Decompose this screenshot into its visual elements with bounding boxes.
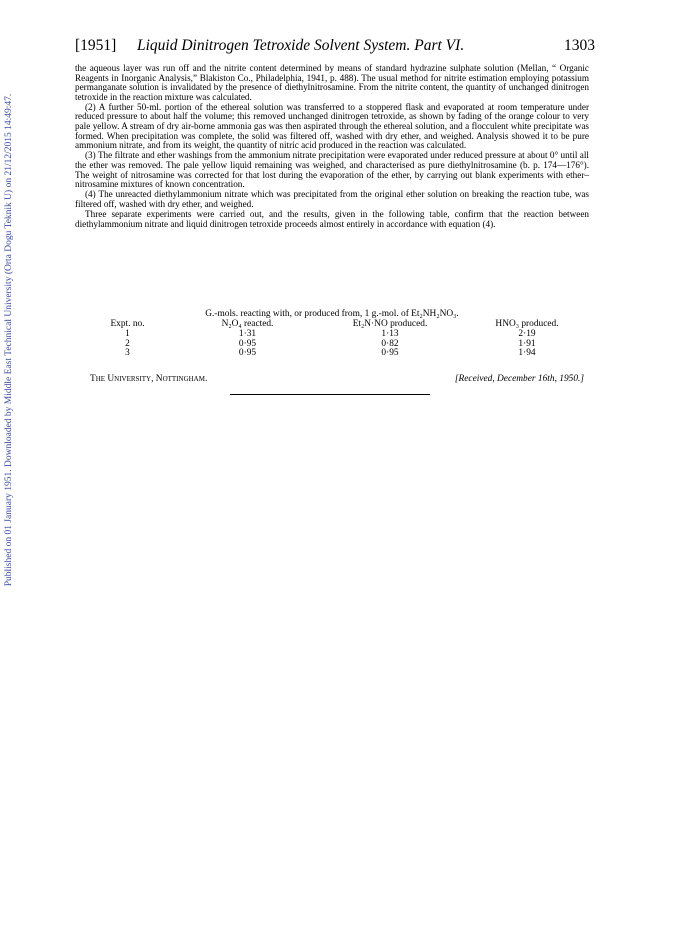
table-cell: 3 xyxy=(125,348,130,359)
column-header: N₂O₄ reacted. xyxy=(221,319,274,329)
end-rule xyxy=(230,394,430,395)
column-header: HNO₃ produced. xyxy=(495,319,559,329)
column-header: Expt. no. xyxy=(110,319,145,329)
table-cell: 0·82 xyxy=(381,338,399,349)
received-date: [Received, December 16th, 1950.] xyxy=(454,374,584,384)
table-cell: 1 xyxy=(125,328,130,339)
download-notice-text: Published on 01 January 1951. Downloaded by Middle East Technical University (Orta Dogu Teknik U) on 21/12/2015 14:49:47. xyxy=(4,93,14,587)
paragraph: (3) The filtrate and ether washings from the ammonium nitrate precipitation were evaporated under reduced pressure at about 0° until all the ether was removed. The pale yellow liquid remaining was weighed, and characterised as pure diethylnitrosamine (b. p. 174—176°). The weight of nitrosamine was corrected for that lost during the evaporation of the ether, by carrying out blank experiments with ether–nitrosamine mixtures of known concentration. xyxy=(75,150,589,190)
table-cell: 1·31 xyxy=(238,328,257,339)
table-cell: 2·19 xyxy=(518,328,536,339)
article-footer xyxy=(90,374,584,386)
table-cell: 1·94 xyxy=(518,348,536,359)
results-table xyxy=(75,320,589,359)
paragraph: (4) The unreacted diethylammonium nitrate which was precipitated from the original ether solution on breaking the reaction tube, was filtered off, washed with dry ether, and weighed. xyxy=(75,189,589,209)
column-header: Et₂N·NO produced. xyxy=(352,319,428,329)
download-notice xyxy=(3,30,15,650)
table-cell: 0·95 xyxy=(238,338,257,349)
header-year: [1951] xyxy=(75,37,117,54)
table-header-row xyxy=(75,320,589,330)
page-number: 1303 xyxy=(564,37,595,54)
table-row xyxy=(75,330,589,340)
paragraph: the aqueous layer was run off and the nitrite content determined by means of standard hydrazine sulphate solution (Mellan, “ Organic Reagents in Inorganic Analysis,” Blakiston Co., Philadelphia, 1941, p. 488). The usual method for nitrite estimation employing potassium permanganate solution is invalidated by the presence of diethylnitrosamine. From the nitrite content, the quantity of unchanged dinitrogen tetroxide in the reaction mixture was calculated. xyxy=(75,63,589,102)
table-row xyxy=(75,349,589,359)
table-cell: 1·91 xyxy=(518,338,536,349)
page-header xyxy=(75,37,595,57)
table-cell: 1·13 xyxy=(381,328,399,339)
paragraph: Three separate experiments were carried out, and the results, given in the following table, confirm that the reaction between diethylammonium nitrate and liquid dinitrogen tetroxide proceeds almost entirely in accordance with equation (4). xyxy=(75,208,589,229)
article-body xyxy=(75,64,589,230)
affiliation: The University, Nottingham. xyxy=(90,374,208,384)
table-cell: 0·95 xyxy=(381,348,399,359)
paragraph: (2) A further 50-ml. portion of the ethereal solution was transferred to a stoppered flask and evaporated at room temperature under reduced pressure to about half the volume; this removed unchanged dinitrogen tetroxide, as shown by fading of the orange colour to very pale yellow. A stream of dry air-borne ammonia gas was then aspirated through the ethereal solution, and a flocculent white precipitate was formed. When precipitation was complete, the solid was filtered off, washed with dry ether, and weighed. Analysis showed it to be pure ammonium nitrate, and from its weight, the quantity of nitric acid produced in the reaction was calculated. xyxy=(75,101,589,151)
table-row xyxy=(75,340,589,350)
table-cell: 2 xyxy=(125,338,130,349)
table-cell: 0·95 xyxy=(238,348,257,359)
header-title: Liquid Dinitrogen Tetroxide Solvent System. Part VI. xyxy=(137,37,465,54)
table-caption: G.-mols. reacting with, or produced from, 1 g.-mol. of Et₂NH₂NO₃. xyxy=(205,309,459,319)
